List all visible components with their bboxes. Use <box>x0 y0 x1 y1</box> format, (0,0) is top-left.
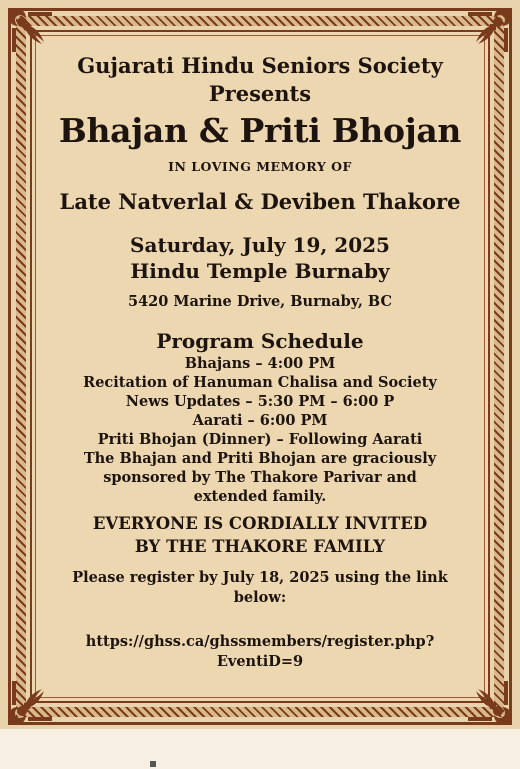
event-venue: Hindu Temple Burnaby <box>130 259 390 283</box>
presents-line: Presents <box>208 81 312 106</box>
registration-link[interactable]: EventiD=9 <box>216 653 304 670</box>
poster-content <box>38 52 482 672</box>
schedule-item: Priti Bhojan (Dinner) – Following Aarati <box>97 431 423 448</box>
invite-line: EVERYONE IS CORDIALLY INVITED <box>92 514 428 533</box>
bottom-strip <box>0 729 520 769</box>
sponsor-line: extended family. <box>193 488 327 505</box>
register-line: below: <box>233 589 287 606</box>
event-title: Bhajan & Priti Bhojan <box>58 111 462 150</box>
venue-address: 5420 Marine Drive, Burnaby, BC <box>128 293 392 310</box>
schedule-heading: Program Schedule <box>156 329 364 353</box>
scan-mark <box>150 761 156 767</box>
schedule-item: Recitation of Hanuman Chalisa and Society <box>83 374 437 391</box>
memory-line: IN LOVING MEMORY OF <box>168 159 352 174</box>
fleur-de-lis-corner-icon <box>460 673 516 729</box>
register-line: Please register by July 18, 2025 using the link <box>72 569 448 586</box>
sponsor-line: The Bhajan and Priti Bhojan are graciously <box>83 450 437 467</box>
event-date: Saturday, July 19, 2025 <box>130 233 390 257</box>
fleur-de-lis-corner-icon <box>4 673 60 729</box>
sponsor-line: sponsored by The Thakore Parivar and <box>103 469 417 486</box>
organization-name: Gujarati Hindu Seniors Society <box>77 53 443 78</box>
invite-line: BY THE THAKORE FAMILY <box>134 537 386 556</box>
schedule-item: News Updates – 5:30 PM – 6:00 P <box>125 393 395 410</box>
registration-link[interactable]: https://ghss.ca/ghssmembers/register.php? <box>85 633 435 650</box>
schedule-item: Aarati – 6:00 PM <box>192 412 328 429</box>
schedule-item: Bhajans – 4:00 PM <box>184 355 336 372</box>
honorees-names: Late Natverlal & Deviben Thakore <box>59 189 461 214</box>
